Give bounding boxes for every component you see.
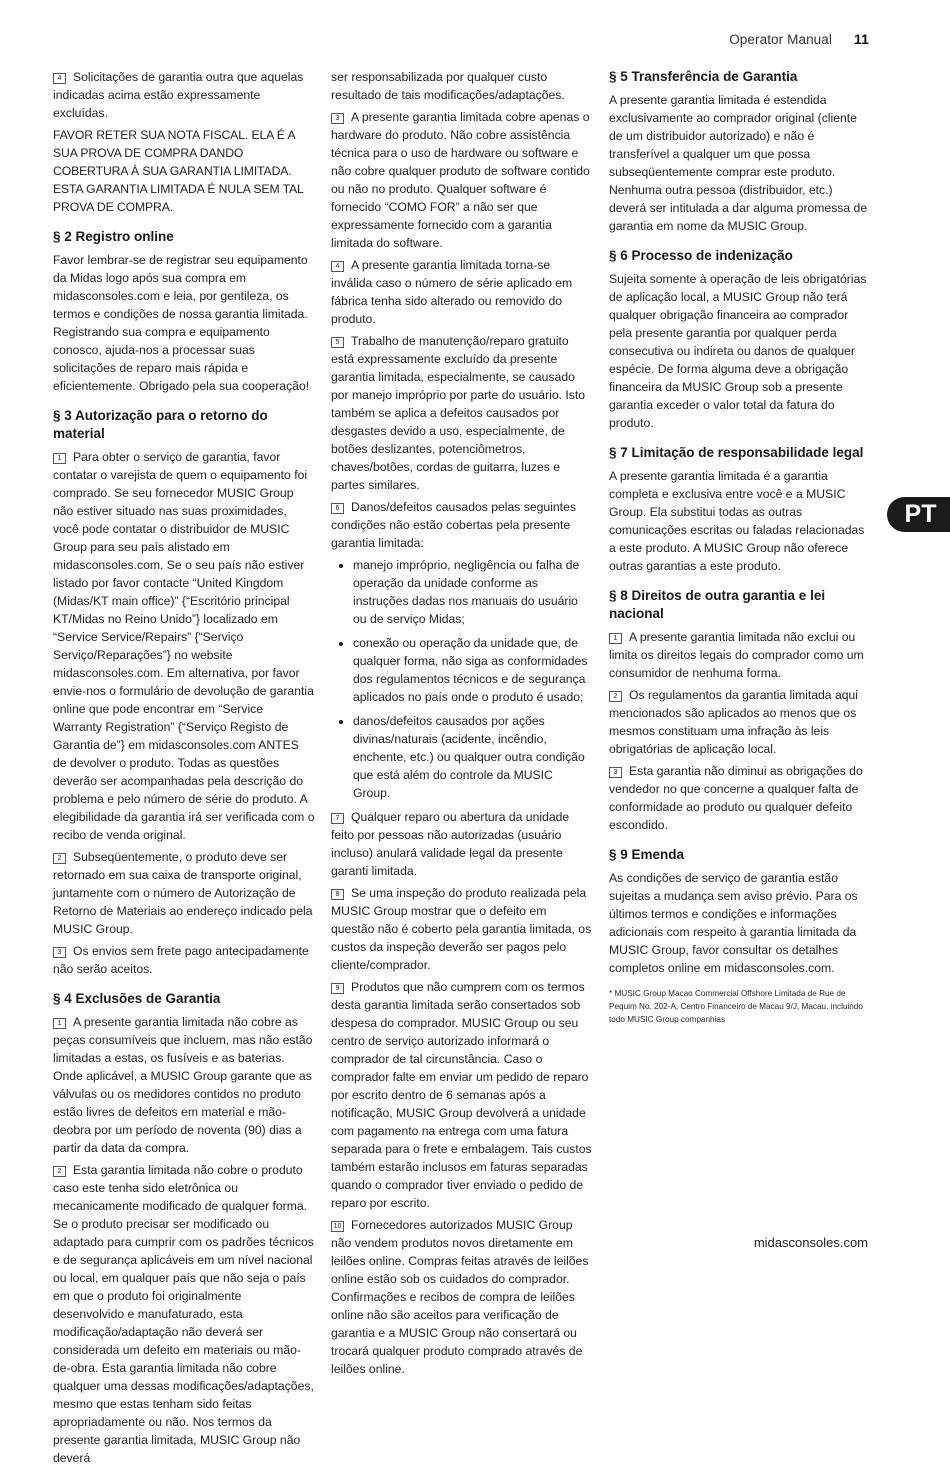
numbered-item [331, 978, 593, 1212]
item-text: Fornecedores autorizados MUSIC Group não vendem produtos novos diretamente em leilões online. Compras feitas através de leilões online estão sob os cuidados do comprador. Confirmações e recibos de compra de leilões online não são aceitos para verificação de garantia e a MUSIC Group não consertará ou trocará qualquer produto comprado através de leilões online. [331, 1218, 589, 1376]
section-9-text: As condições de serviço de garantia estão sujeitas a mudança sem aviso prévio. Para os últimos termos e condições e informações adicionais com respeito à garantia limitada da MUSIC Group, favor consultar os detalhes completos online em midasconsoles.com. [609, 871, 858, 975]
numbered-item [331, 498, 593, 552]
section-7-text: A presente garantia limitada é a garantia completa e exclusiva entre você e a MUSIC Group. Ela substitui todas as outras comunicações escritas ou faladas relacionadas a este produto. A MUSIC Group não oferece outras garantias a este produto. [609, 469, 865, 573]
continuation-text: ser responsabilizada por qualquer custo resultado de tais modificações/adaptações. [331, 70, 565, 102]
numbered-item [53, 942, 315, 978]
section-4-list [53, 1013, 315, 1467]
item-text: Trabalho de manutenção/reparo gratuito está expressamente excluído da presente garantia limitada, especialmente, se causado por manejo impróprio por parte do usuário. Isto também se aplica a defeitos causados por desgastes devido a uso, especialmente, de botões deslizantes, potenciômetros, chaves/botões, cordas de guitarra, luzes e partes similares. [331, 334, 586, 492]
column-3 [609, 68, 871, 1030]
section-8-list [609, 628, 871, 834]
item-number-badge: 1 [53, 1018, 66, 1029]
item-number-badge: 8 [331, 889, 344, 900]
section-3-list [53, 448, 315, 978]
footnote: * MUSIC Group Macao Commercial Offshore Limitada de Rue de Pequim No. 202-A, Centro Financeiro de Macau 9/J, Macau, incluindo todo MUSIC Group companhias [609, 989, 863, 1024]
page-header [729, 31, 869, 47]
item-number-badge: 7 [331, 813, 344, 824]
item-text: A presente garantia limitada cobre apenas o hardware do produto. Não cobre assistência técnica para o uso de hardware ou software e não cobre qualquer produto de software contido ou não no produto. Qualquer software é fornecido “COMO FOR” a não ser que expressamente fornecido com a garantia limitada do software. [331, 110, 590, 250]
numbered-item [331, 108, 593, 252]
numbered-item [331, 808, 593, 880]
item-number-badge: 1 [609, 633, 622, 644]
numbered-item [53, 848, 315, 938]
manual-title: Operator Manual [729, 32, 832, 47]
item-text: Esta garantia não diminui as obrigações do vendedor no que concerne a qualquer falta de conformidade ao produto ou qualquer defeito escondido. [609, 764, 863, 832]
item-text: Danos/defeitos causados pelas seguintes condições não estão cobertas pela presente garantia limitada: [331, 500, 576, 550]
numbered-item [331, 256, 593, 328]
item-text: Para obter o serviço de garantia, favor contatar o varejista de quem o equipamento foi comprado. Se seu fornecedor MUSIC Group não estiver situado nas suas proximidades, você pode contatar o distribuidor de MUSIC Group para seu país alistado em midasconsoles.com. Se o seu país não estiver listado por favor contacte “United Kingdom (Midas/KT main office)” {“Escritório principal KT/Midas no Reino Unido”} localizado em “Service Service/Repairs” {“Serviço Serviço/Reparações”} no website midasconsoles.com. Em alternativa, por favor envie-nos o formulário de devolução de garantia online que pode encontrar em “Service Warranty Registration” {“Serviço Registo de Garantia de”} em midasconsoles.com ANTES de devolver o produto. Todas as questões deverão ser acompanhadas pela descrição do problema e pelo número de série do produto. A elegibilidade da garantia irá ser verificada com o recibo de venda original. [53, 450, 315, 842]
section-4-title: § 4 Exclusões de Garantia [53, 991, 221, 1006]
numbered-item [331, 332, 593, 494]
section-8-title: § 8 Direitos de outra garantia e lei nacional [609, 588, 826, 621]
item-number-badge: 10 [331, 1221, 344, 1232]
exclusions-list-continued [331, 808, 593, 1378]
page-number: 11 [854, 31, 869, 47]
column-1 [53, 68, 315, 1471]
numbered-item [331, 884, 593, 974]
item-number-badge: 6 [331, 503, 344, 514]
numbered-item [609, 686, 871, 758]
exclusions-list [331, 108, 593, 552]
footer-website: midasconsoles.com [753, 1235, 868, 1250]
item-number-badge: 4 [331, 261, 344, 272]
item-number-badge: 2 [609, 691, 622, 702]
item-number-badge: 1 [53, 453, 66, 464]
section-3-title: § 3 Autorização para o retorno do material [53, 408, 268, 441]
item-text: Qualquer reparo ou abertura da unidade feito por pessoas não autorizadas (usuário incluso) anulará validade legal da presente garanti limitada. [331, 810, 570, 878]
item-number-badge: 5 [331, 337, 344, 348]
section-2-title: § 2 Registro online [53, 229, 174, 244]
conditions-bullet-list [331, 556, 593, 802]
item-number-badge: 4 [53, 73, 66, 84]
item-text: A presente garantia limitada não exclui ou limita os direitos legais do comprador como um consumidor de nenhuma forma. [609, 630, 864, 680]
item-text: A presente garantia limitada não cobre as peças consumíveis que incluem, mas não estão limitadas a estas, os fusíveis e as baterias. Onde aplicável, a MUSIC Group garante que as válvulas ou os medidores contidos no produto estão livres de defeitos em material e mão-deobra por um período de noventa (90) dias a partir da data da compra. [53, 1015, 313, 1155]
section-5-title: § 5 Transferência de Garantia [609, 69, 798, 84]
item-text: Esta garantia limitada não cobre o produto caso este tenha sido eletrônica ou mecanicamente modificado de qualquer forma. Se o produto precisar ser modificado ou adaptado para cumprir com os padrões técnicos e de segurança aplicáveis em um nível nacional ou local, em qualquer país que não seja o país em que o produto foi originalmente desenvolvido e manufaturado, esta modificação/adaptação não deverá ser considerada um defeito em materiais ou mão-de-obra. Esta garantia limitada não cobre qualquer uma dessas modificações/adaptações, mesmo que estas tenham sido feitas apropriadamente ou não. Nos termos da presente garantia limitada, MUSIC Group não deverá [53, 1163, 314, 1465]
language-tab: PT [887, 497, 950, 532]
item-number-badge: 3 [609, 767, 622, 778]
bullet-item: • danos/defeitos causados por ações divinas/naturais (acidente, incêndio, enchente, etc.) ou qualquer outra condição que está além do controle da MUSIC Group. [353, 712, 593, 802]
section-6-text: Sujeita somente à operação de leis obrigatórias de aplicação local, a MUSIC Group não terá qualquer obrigação financeira ao comprador pela presente garantia por qualquer perda consecutiva ou indireta ou danos de qualquer espécie. De forma alguma deve a obrigação financeira da MUSIC Group sob a presente garantia exceder o valor total da fatura do produto. [609, 272, 867, 430]
item-number-badge: 3 [331, 113, 344, 124]
paragraph [53, 68, 315, 122]
numbered-item [609, 762, 871, 834]
item-text: Solicitações de garantia outra que aquelas indicadas acima estão expressamente excluídas. [53, 70, 304, 120]
section-7-title: § 7 Limitação de responsabilidade legal [609, 445, 864, 460]
numbered-item [53, 1161, 315, 1467]
item-text: Os regulamentos da garantia limitada aqui mencionados são aplicados ao menos que os mesmos constituam uma infração às leis obrigatórias de aplicação local. [609, 688, 858, 756]
numbered-item [53, 448, 315, 844]
numbered-item [331, 1216, 593, 1378]
section-5-text: A presente garantia limitada é estendida exclusivamente ao comprador original (cliente de um distribuidor autorizado) e não é transferível a qualquer um que possa subseqüentemente comprar este produto. Nenhuma outra pessoa (distribuidor, etc.) deverá ser intitulada a dar alguma promessa de garantia em nome da MUSIC Group. [609, 93, 868, 233]
receipt-notice: FAVOR RETER SUA NOTA FISCAL. ELA É A SUA PROVA DE COMPRA DANDO COBERTURA À SUA GARANTIA LIMITADA. ESTA GARANTIA LIMITADA É NULA SEM TAL PROVA DE COMPRA. [53, 128, 304, 214]
item-number-badge: 2 [53, 1166, 66, 1177]
numbered-item [609, 628, 871, 682]
item-text: Produtos que não cumprem com os termos desta garantia limitada serão consertados sob despesa do comprador. MUSIC Group ou seu centro de serviço autorizado informará o comprador de tal circunstância. Caso o comprador falte em enviar um pedido de reparo por escrito dentro de 6 semanas após a notificação, MUSIC Group devolverá a unidade com pagamento na entrega com uma fatura separada para o frete e embalagem. Tais custos também estarão inclusos em faturas separadas quando o comprador tiver enviado o pedido de reparo por escrito. [331, 980, 592, 1210]
item-text: Subseqüentemente, o produto deve ser retornado em sua caixa de transporte original, juntamente com o número de Autorização de Retorno de Materiais ao endereço indicado pela MUSIC Group. [53, 850, 313, 936]
section-9-title: § 9 Emenda [609, 847, 685, 862]
item-number-badge: 2 [53, 853, 66, 864]
section-2-text: Favor lembrar-se de registrar seu equipamento da Midas logo após sua compra em midasconsoles.com e leia, por gentileza, os termos e condições de nossa garantia limitada. Registrando sua compra e equipamento conosco, ajuda-nos a processar suas solicitações de reparo mais rápida e eficientemente. Obrigado pela sua cooperação! [53, 253, 310, 393]
section-6-title: § 6 Processo de indenização [609, 248, 793, 263]
numbered-item [53, 1013, 315, 1157]
item-text: A presente garantia limitada torna-se inválida caso o número de série aplicado em fábrica tenha sido alterado ou removido do produto. [331, 258, 573, 326]
bullet-item: • conexão ou operação da unidade que, de qualquer forma, não siga as conformidades dos regulamentos técnicos e de segurança aplicados no país onde o produto é usado; [353, 634, 593, 706]
item-number-badge: 3 [53, 947, 66, 958]
item-number-badge: 9 [331, 983, 344, 994]
item-text: Os envios sem frete pago antecipadamente não serão aceitos. [53, 944, 309, 976]
bullet-item: • manejo impróprio, negligência ou falha de operação da unidade conforme as instruções dadas nos manuais do usuário ou de serviço Midas; [353, 556, 593, 628]
column-2 [331, 68, 593, 1382]
item-text: Se uma inspeção do produto realizada pela MUSIC Group mostrar que o defeito em questão não é coberto pela garantia limitada, os custos da inspeção deverão ser pagos pelo cliente/comprador. [331, 886, 592, 972]
